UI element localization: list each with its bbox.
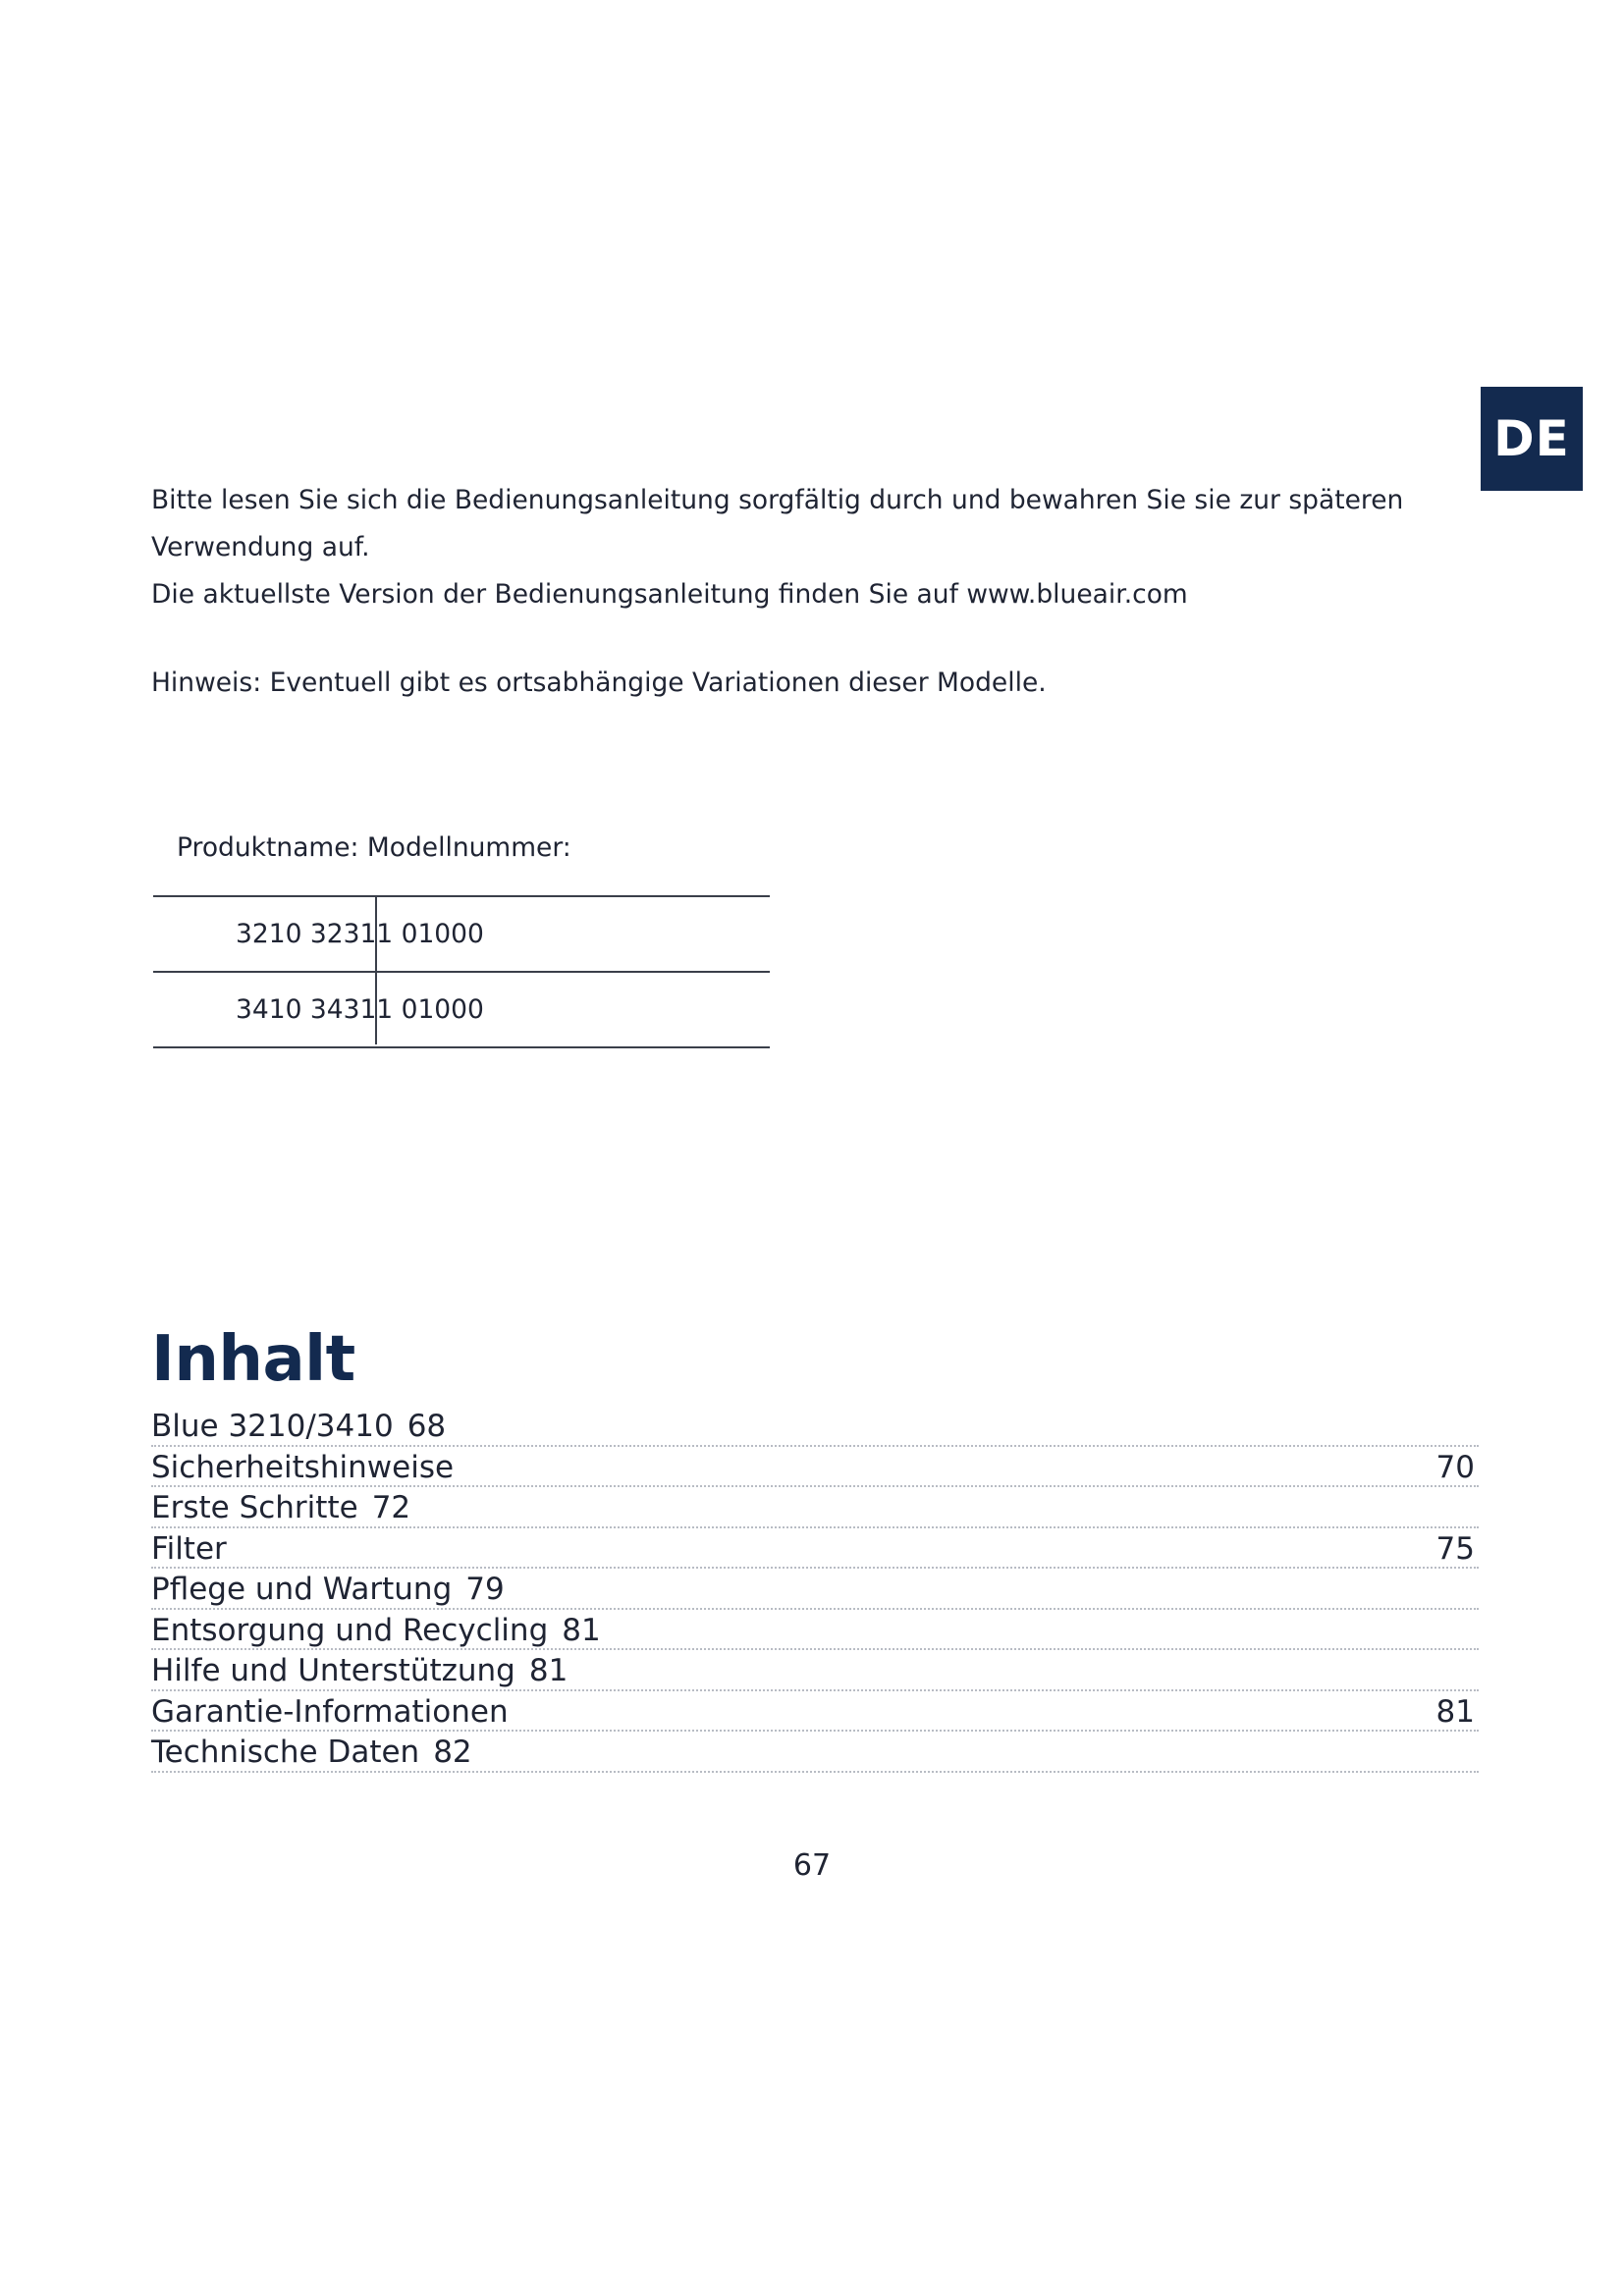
page-number: 67	[792, 1848, 832, 1883]
toc-entry-page: 81	[1435, 1693, 1475, 1730]
toc-entry-label: Blue 3210/3410	[151, 1409, 394, 1444]
toc-entry-page: 75	[1435, 1530, 1475, 1567]
toc-entry-label: Garantie-Informationen	[151, 1693, 509, 1730]
table-row	[153, 971, 770, 1048]
toc-entry-blue-3210-3410[interactable]	[151, 1406, 1479, 1447]
toc-entry-garantie-informationen[interactable]	[151, 1691, 1479, 1733]
toc-entry-page: 72	[371, 1490, 411, 1525]
toc-entry-page: 81	[562, 1612, 601, 1648]
toc-entry-page: 82	[433, 1735, 472, 1770]
model-row-text: 3410 34311 01000	[236, 994, 484, 1025]
toc-entry-label: Pflege und Wartung	[151, 1572, 453, 1607]
model-table-header: Produktname: Modellnummer:	[177, 832, 571, 863]
toc-entry-label: Sicherheitshinweise	[151, 1449, 455, 1485]
toc-entry-hilfe-und-unterstuetzung[interactable]	[151, 1650, 1479, 1691]
toc-entry-label: Hilfe und Unterstützung	[151, 1653, 515, 1688]
toc-entry-page: 70	[1435, 1449, 1475, 1485]
toc-title: Inhalt	[151, 1323, 355, 1396]
table-of-contents	[151, 1406, 1479, 1773]
toc-entry-technische-daten[interactable]	[151, 1732, 1479, 1773]
model-table	[153, 895, 770, 1048]
toc-entry-entsorgung-und-recycling[interactable]	[151, 1610, 1479, 1651]
toc-entry-erste-schritte[interactable]	[151, 1487, 1479, 1528]
toc-entry-page: 68	[406, 1409, 447, 1444]
toc-entry-page: 79	[465, 1572, 505, 1607]
toc-entry-pflege-und-wartung[interactable]	[151, 1569, 1479, 1610]
language-badge: DE	[1481, 387, 1583, 491]
toc-entry-label: Erste Schritte	[151, 1490, 358, 1525]
intro-line-1: Bitte lesen Sie sich die Bedienungsanleitung sorgfältig durch und bewahren Sie sie zur späteren	[151, 485, 1404, 515]
toc-entry-label: Technische Daten	[151, 1735, 420, 1770]
toc-entry-page: 81	[528, 1653, 568, 1688]
intro-line-3: Die aktuellste Version der Bedienungsanleitung finden Sie auf www.blueair.com	[151, 579, 1188, 610]
toc-entry-label: Filter	[151, 1530, 227, 1567]
toc-entry-label: Entsorgung und Recycling	[151, 1612, 549, 1648]
toc-entry-sicherheitshinweise[interactable]	[151, 1447, 1479, 1488]
intro-text	[151, 477, 1428, 618]
table-row	[153, 895, 770, 971]
model-row-text: 3210 32311 01000	[236, 919, 484, 949]
toc-entry-filter[interactable]	[151, 1528, 1479, 1570]
intro-line-2: Verwendung auf.	[151, 532, 370, 562]
model-variation-note: Hinweis: Eventuell gibt es ortsabhängige Variationen dieser Modelle.	[151, 667, 1047, 698]
